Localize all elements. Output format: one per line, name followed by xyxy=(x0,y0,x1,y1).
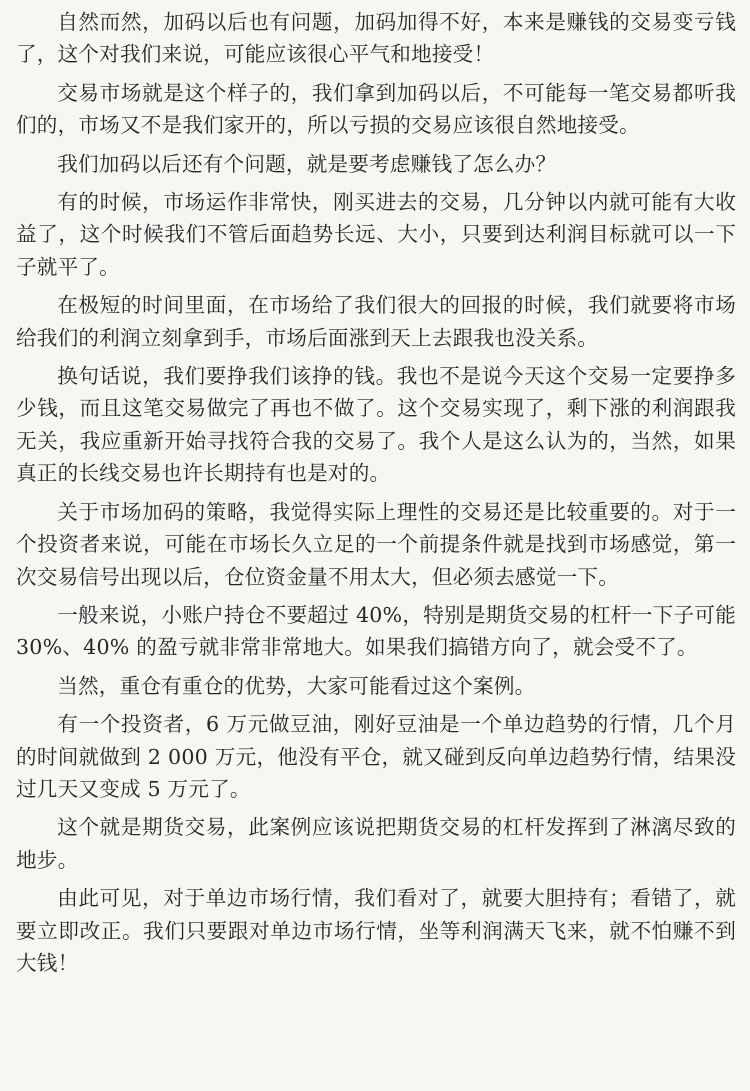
paragraph: 当然，重仓有重仓的优势，大家可能看过这个案例。 xyxy=(57,673,536,698)
paragraph: 关于市场加码的策略，我觉得实际上理性的交易还是比较重要的。对于一个投资者来说，可能在市场长久立足的一个前提条件就是找到市场感觉，第一次交易信号出现以后，仓位资金量不用太大，但必须去感觉一下。 xyxy=(16,499,736,589)
paragraph: 一般来说，小账户持仓不要超过 40%，特别是期货交易的杠杆一下子可能 30%、40% 的盈亏就非常非常地大。如果我们搞错方向了，就会受不了。 xyxy=(16,602,736,660)
paragraph: 有的时候，市场运作非常快，刚买进去的交易，几分钟以内就可能有大收益了，这个时候我们不管后面趋势长远、大小，只要到达利润目标就可以一下子就平了。 xyxy=(16,190,736,279)
paragraph: 在极短的时间里面，在市场给了我们很大的回报的时候，我们就要将市场给我们的利润立刻拿到手，市场后面涨到天上去跟我也没关系。 xyxy=(16,293,736,350)
paragraph: 自然而然，加码以后也有问题，加码加得不好，本来是赚钱的交易变亏钱了，这个对我们来说，可能应该很心平气和地接受！ xyxy=(16,10,736,67)
paragraph: 由此可见，对于单边市场行情，我们看对了，就要大胆持有；看错了，就要立即改正。我们只要跟对单边市场行情，坐等利润满天飞来，就不怕赚不到大钱！ xyxy=(16,886,736,975)
paragraph: 换句话说，我们要挣我们该挣的钱。我也不是说今天这个交易一定要挣多少钱，而且这笔交易做完了再也不做了。这个交易实现了，剩下涨的利润跟我无关，我应重新开始寻找符合我的交易了。我个人是这么认为的，当然，如果真正的长线交易也许长期持有也是对的。 xyxy=(16,364,736,486)
paragraph: 交易市场就是这个样子的，我们拿到加码以后，不可能每一笔交易都听我们的，市场又不是我们家开的，所以亏损的交易应该很自然地接受。 xyxy=(16,80,736,138)
paragraph: 有一个投资者，6 万元做豆油，刚好豆油是一个单边趋势的行情，几个月的时间就做到 2 000 万元，他没有平仓，就又碰到反向单边趋势行情，结果没过几天又变成 5 万元了。 xyxy=(16,712,736,801)
paragraph: 我们加码以后还有个问题，就是要考虑赚钱了怎么办？ xyxy=(57,151,557,176)
paragraph: 这个就是期货交易，此案例应该说把期货交易的杠杆发挥到了淋漓尽致的地步。 xyxy=(16,815,736,872)
